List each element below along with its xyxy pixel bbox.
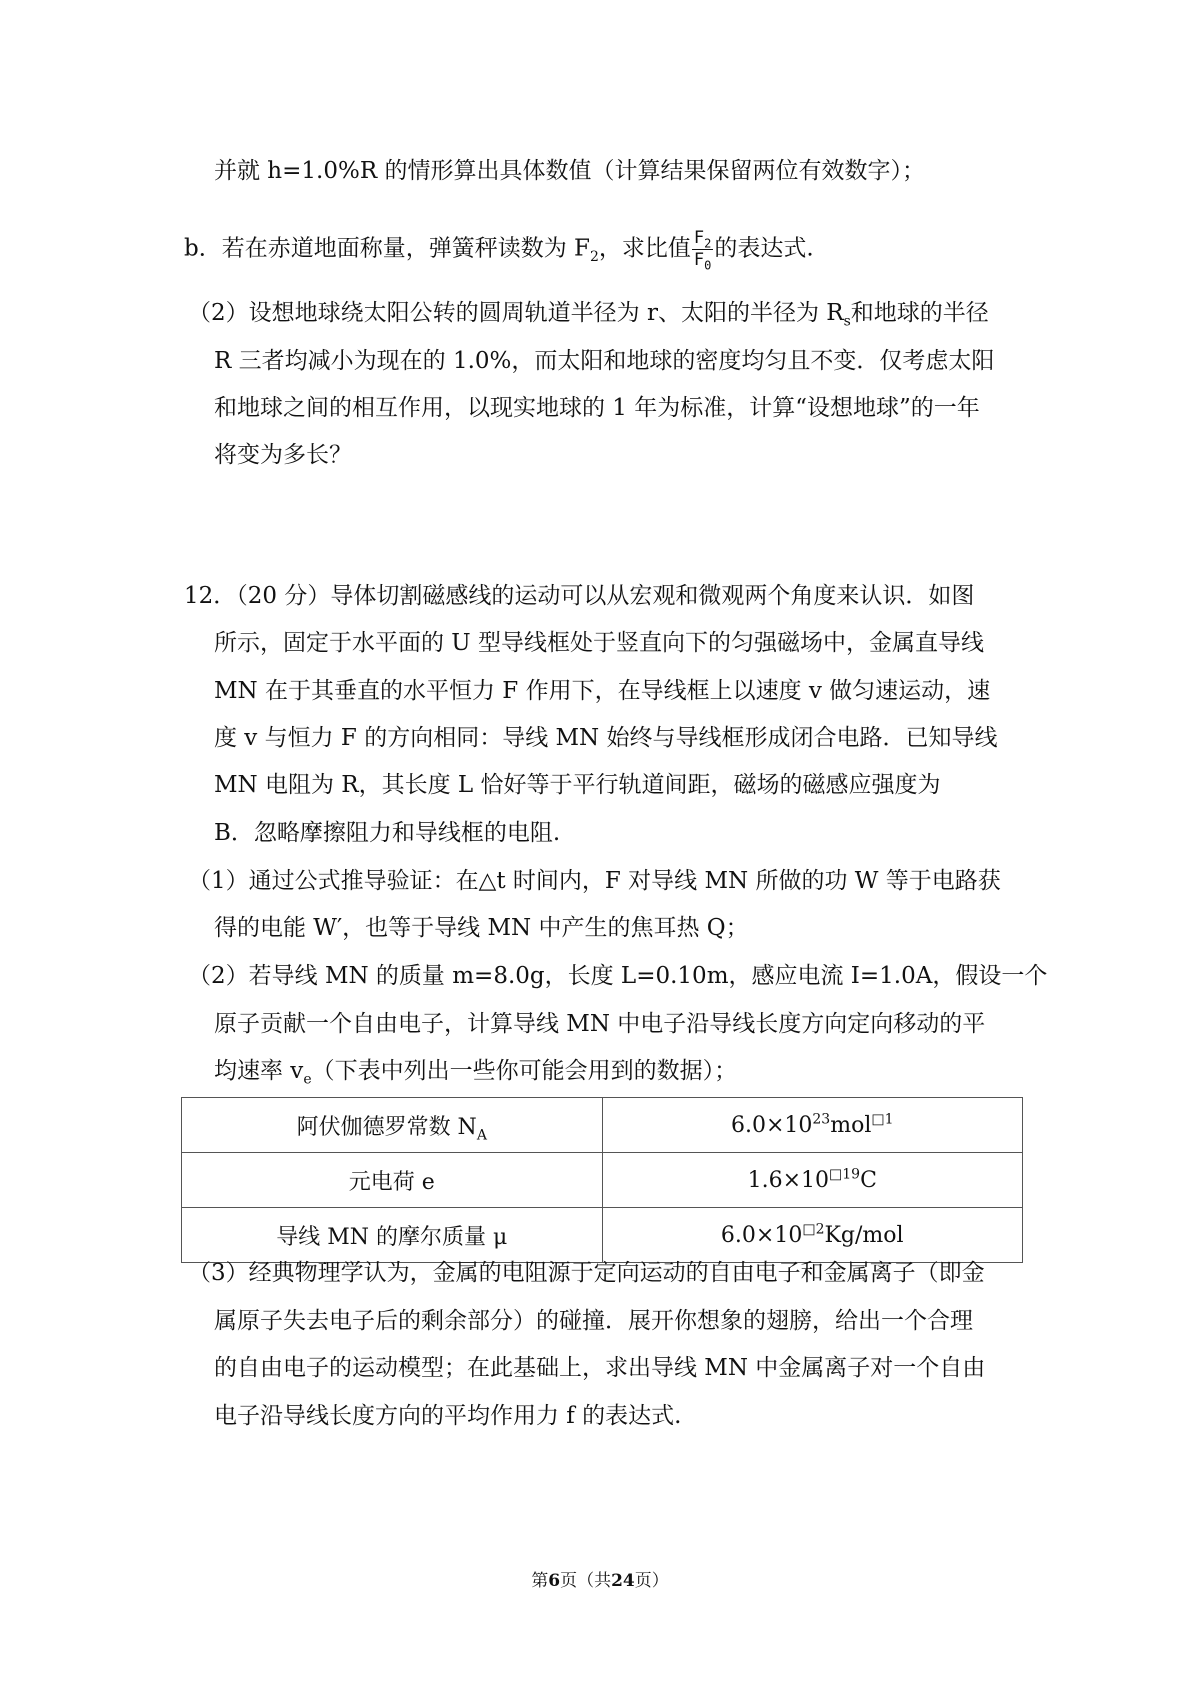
prev-part2-line-2: R 三者均减小为现在的 1.0%，而太阳和地球的密度均匀且不变．仅考虑太阳	[214, 348, 995, 374]
intro-b-prefix: b．若在赤道地面称量，弹簧秤读数为 F	[184, 235, 590, 262]
prev-part2-line-1-sub: s	[843, 313, 851, 330]
table-cell-label: 元电荷 e	[182, 1153, 603, 1208]
q12-line-6: B．忽略摩擦阻力和导线框的电阻.	[214, 820, 561, 846]
q12-part3-line-2: 属原子失去电子后的剩余部分）的碰撞．展开你想象的翅膀，给出一个合理	[214, 1308, 973, 1334]
q12-line-5: MN 电阻为 R，其长度 L 恰好等于平行轨道间距，磁场的磁感应强度为	[214, 772, 941, 798]
footer-total-pages: 24	[611, 1571, 635, 1591]
q12-part1-line-1: （1）通过公式推导验证：在△t 时间内，F 对导线 MN 所做的功 W 等于电路获	[188, 868, 1001, 894]
q12-part3-line-4: 电子沿导线长度方向的平均作用力 f 的表达式.	[214, 1403, 682, 1429]
intro-line-1: 并就 h=1.0%R 的情形算出具体数值（计算结果保留两位有效数字）；	[214, 158, 925, 184]
q12-part2-line-3-sub: e	[303, 1071, 312, 1088]
fraction-numerator: $F_2$	[693, 228, 712, 251]
table-row	[182, 1153, 1023, 1208]
prev-part2-line-4: 将变为多长？	[214, 442, 352, 468]
q12-part3-line-3: 的自由电子的运动模型；在此基础上，求出导线 MN 中金属离子对一个自由	[214, 1355, 986, 1381]
footer-page-number: 6	[548, 1571, 561, 1591]
q12-part2-line-1: （2）若导线 MN 的质量 m=8.0g，长度 L=0.10m，感应电流 I=1.0A，假设一个	[188, 963, 1048, 989]
q12-part1-line-2: 得的电能 W′，也等于导线 MN 中产生的焦耳热 Q；	[214, 915, 749, 941]
q12-line-1: 12．（20 分）导体切割磁感线的运动可以从宏观和微观两个角度来认识．如图	[184, 583, 975, 609]
intro-b-middle: ，求比值	[598, 235, 691, 262]
ratio-fraction	[692, 228, 713, 273]
q12-line-2: 所示，固定于水平面的 U 型导线框处于竖直向下的匀强磁场中，金属直导线	[214, 630, 985, 656]
prev-part2-line-1-post: 和地球的半径	[850, 300, 989, 326]
table-row	[182, 1098, 1023, 1153]
q12-line-3: MN 在于其垂直的水平恒力 F 作用下，在导线框上以速度 v 做匀速运动，速	[214, 678, 991, 704]
table-cell-label: 导线 MN 的摩尔质量 μ	[182, 1208, 603, 1263]
q12-part2-line-2: 原子贡献一个自由电子，计算导线 MN 中电子沿导线长度方向定向移动的平	[214, 1011, 986, 1037]
q12-part2-line-3-text: 均速率 v	[214, 1058, 304, 1084]
table-row	[182, 1208, 1023, 1263]
intro-b-suffix: 的表达式.	[714, 235, 814, 262]
prev-part2-line-3: 和地球之间的相互作用，以现实地球的 1 年为标准，计算“设想地球”的一年	[214, 395, 980, 421]
prev-part2-line-1-text: （2）设想地球绕太阳公转的圆周轨道半径为 r、太阳的半径为 R	[188, 300, 844, 326]
q12-part2-line-3-post: （下表中列出一些你可能会用到的数据）；	[311, 1058, 738, 1084]
intro-b-sub: 2	[590, 249, 599, 266]
q12-part3-line-1: （3）经典物理学认为，金属的电阻源于定向运动的自由电子和金属离子（即金	[188, 1260, 985, 1286]
q12-line-4: 度 v 与恒力 F 的方向相同：导线 MN 始终与导线框形成闭合电路．已知导线	[214, 725, 998, 751]
table-cell-value: $6.0\times 10^{23}mol^{□1}$	[602, 1098, 1023, 1153]
constants-table	[181, 1097, 1023, 1263]
table-cell-value: $6.0\times 10^{□2}Kg$/mol	[602, 1208, 1023, 1263]
page-footer: 第6页（共24页）	[531, 1571, 669, 1591]
intro-b-line	[184, 228, 814, 273]
q12-part2-line-3	[214, 1058, 738, 1088]
table-cell-label: 阿伏伽德罗常数 $N_A$	[182, 1098, 603, 1153]
table-cell-value: $1.6\times 10^{□19}C$	[602, 1153, 1023, 1208]
fraction-denominator: $F_0$	[693, 250, 712, 273]
prev-part2-line-1	[188, 300, 989, 330]
